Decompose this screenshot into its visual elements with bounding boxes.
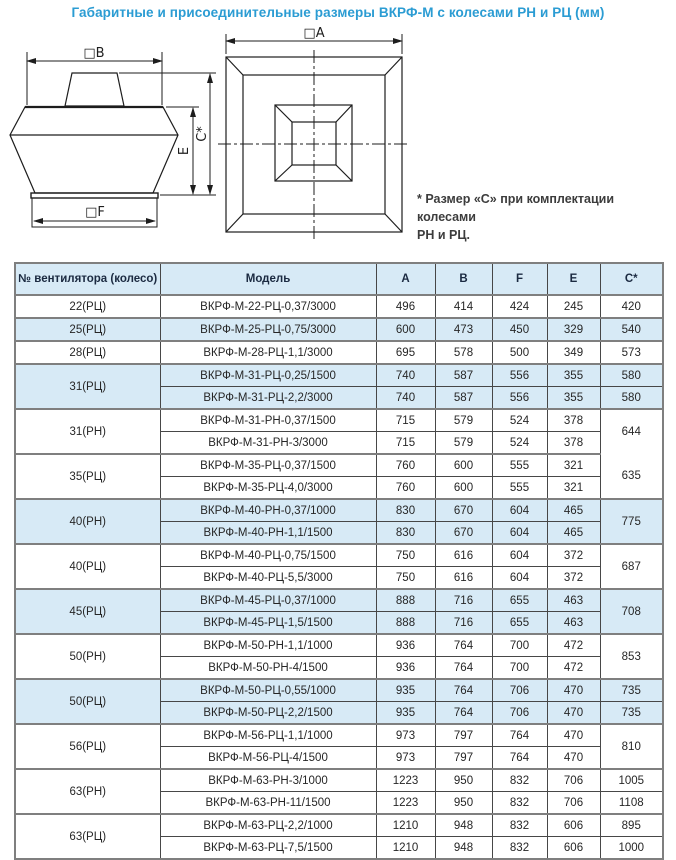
model-cell: ВКРФ-М-40-РЦ-5,5/3000 xyxy=(160,567,376,590)
dim-label-a: □A xyxy=(303,26,325,41)
dim-e-cell: 372 xyxy=(547,544,600,567)
dim-e-cell: 470 xyxy=(547,702,600,725)
dim-a-cell: 740 xyxy=(376,364,435,387)
dim-f-cell: 555 xyxy=(492,477,547,500)
dim-a-cell: 750 xyxy=(376,544,435,567)
dim-b-cell: 716 xyxy=(435,612,492,635)
top-view-drawing xyxy=(218,34,410,240)
dim-c-cell: 853 xyxy=(600,634,663,679)
dim-b-cell: 797 xyxy=(435,724,492,747)
fan-flange-shape xyxy=(31,193,158,198)
fan-number-cell: 22(РЦ) xyxy=(15,295,160,318)
dim-e-cell: 465 xyxy=(547,499,600,522)
dim-c-cell: 810 xyxy=(600,724,663,769)
model-cell: ВКРФ-М-35-РЦ-0,37/1500 xyxy=(160,454,376,477)
dim-f-cell: 832 xyxy=(492,792,547,815)
dim-e-cell: 472 xyxy=(547,634,600,657)
dim-f-cell: 706 xyxy=(492,702,547,725)
fan-number-cell: 40(РН) xyxy=(15,499,160,544)
dim-c-cell: 708 xyxy=(600,589,663,634)
dim-c-cell: 540 xyxy=(600,318,663,341)
dim-c-cell: 420 xyxy=(600,295,663,318)
dim-e-cell: 378 xyxy=(547,432,600,455)
dim-e-cell: 355 xyxy=(547,364,600,387)
dim-b-cell: 587 xyxy=(435,364,492,387)
dim-f-cell: 706 xyxy=(492,679,547,702)
model-cell: ВКРФ-М-50-РЦ-2,2/1500 xyxy=(160,702,376,725)
dim-c-cell: 1000 xyxy=(600,837,663,860)
fan-number-cell: 40(РЦ) xyxy=(15,544,160,589)
fan-number-cell: 56(РЦ) xyxy=(15,724,160,769)
dim-e-cell: 472 xyxy=(547,657,600,680)
dim-e-cell: 245 xyxy=(547,295,600,318)
fan-number-cell: 31(РН) xyxy=(15,409,160,454)
dim-e-cell: 706 xyxy=(547,769,600,792)
dim-c-cell: 573 xyxy=(600,341,663,364)
dim-a-cell: 760 xyxy=(376,477,435,500)
page-title: Габаритные и присоединительные размеры ВКРФ-М с колесами РН и РЦ (мм) xyxy=(71,5,605,20)
dim-c-cell: 644 xyxy=(600,409,663,454)
dim-e-cell: 606 xyxy=(547,814,600,837)
col-header-f: F xyxy=(492,263,547,295)
table-row xyxy=(15,724,663,747)
fan-number-cell: 50(РЦ) xyxy=(15,679,160,724)
col-header-model: Модель xyxy=(160,263,376,295)
dim-a-cell: 715 xyxy=(376,432,435,455)
dim-e-cell: 470 xyxy=(547,747,600,770)
dim-a-cell: 936 xyxy=(376,657,435,680)
dim-f-cell: 764 xyxy=(492,724,547,747)
model-cell: ВКРФ-М-35-РЦ-4,0/3000 xyxy=(160,477,376,500)
dim-b-cell: 414 xyxy=(435,295,492,318)
table-row xyxy=(15,364,663,387)
dim-e-cell: 378 xyxy=(547,409,600,432)
dim-c-cell: 775 xyxy=(600,499,663,544)
model-cell: ВКРФ-М-63-РЦ-7,5/1500 xyxy=(160,837,376,860)
model-cell: ВКРФ-М-63-РЦ-2,2/1000 xyxy=(160,814,376,837)
dim-f-cell: 424 xyxy=(492,295,547,318)
model-cell: ВКРФ-М-63-РН-3/1000 xyxy=(160,769,376,792)
dim-c-cell: 580 xyxy=(600,387,663,410)
dim-b-cell: 616 xyxy=(435,567,492,590)
dim-a-cell: 936 xyxy=(376,634,435,657)
dim-a-cell: 935 xyxy=(376,702,435,725)
model-cell: ВКРФ-М-31-РЦ-2,2/3000 xyxy=(160,387,376,410)
dim-a-cell: 715 xyxy=(376,409,435,432)
model-cell: ВКРФ-М-31-РН-0,37/1500 xyxy=(160,409,376,432)
dim-b-cell: 797 xyxy=(435,747,492,770)
dim-a-cell: 496 xyxy=(376,295,435,318)
dim-a-cell: 750 xyxy=(376,567,435,590)
dim-e-cell: 329 xyxy=(547,318,600,341)
dim-e-cell: 355 xyxy=(547,387,600,410)
table-row xyxy=(15,454,663,477)
dim-b-cell: 670 xyxy=(435,522,492,545)
side-view-drawing xyxy=(10,52,216,227)
dim-a-cell: 1210 xyxy=(376,837,435,860)
dim-f-cell: 700 xyxy=(492,634,547,657)
table-row xyxy=(15,318,663,341)
dim-b-cell: 587 xyxy=(435,387,492,410)
dim-f-cell: 832 xyxy=(492,769,547,792)
dim-a-cell: 740 xyxy=(376,387,435,410)
fan-number-cell: 35(РЦ) xyxy=(15,454,160,499)
dim-f-cell: 764 xyxy=(492,747,547,770)
dim-c-cell: 580 xyxy=(600,364,663,387)
dim-a-cell: 830 xyxy=(376,522,435,545)
dim-b-cell: 600 xyxy=(435,454,492,477)
dim-label-e: E xyxy=(177,146,192,156)
dim-c-cell: 1108 xyxy=(600,792,663,815)
dim-e-cell: 470 xyxy=(547,679,600,702)
dim-b-cell: 764 xyxy=(435,679,492,702)
table-row xyxy=(15,341,663,364)
dim-b-cell: 948 xyxy=(435,814,492,837)
col-header-b: B xyxy=(435,263,492,295)
dim-e-cell: 349 xyxy=(547,341,600,364)
model-cell: ВКРФ-М-50-РЦ-0,55/1000 xyxy=(160,679,376,702)
dim-e-cell: 321 xyxy=(547,454,600,477)
model-cell: ВКРФ-М-50-РН-4/1500 xyxy=(160,657,376,680)
dim-b-cell: 578 xyxy=(435,341,492,364)
fan-body-shape xyxy=(10,107,178,193)
dim-a-cell: 973 xyxy=(376,724,435,747)
dim-b-cell: 764 xyxy=(435,657,492,680)
model-cell: ВКРФ-М-40-РН-0,37/1000 xyxy=(160,499,376,522)
dim-label-c-side: C* xyxy=(195,126,210,142)
dim-e-cell: 465 xyxy=(547,522,600,545)
dim-f-cell: 700 xyxy=(492,657,547,680)
dim-c-cell: 1005 xyxy=(600,769,663,792)
dimensions-table xyxy=(14,262,664,860)
fan-number-cell: 31(РЦ) xyxy=(15,364,160,409)
model-cell: ВКРФ-М-50-РН-1,1/1000 xyxy=(160,634,376,657)
model-cell: ВКРФ-М-40-РЦ-0,75/1500 xyxy=(160,544,376,567)
dim-f-cell: 604 xyxy=(492,567,547,590)
dim-f-cell: 555 xyxy=(492,454,547,477)
col-header-c: C* xyxy=(600,263,663,295)
table-row xyxy=(15,499,663,522)
table-row xyxy=(15,679,663,702)
dim-b-cell: 600 xyxy=(435,477,492,500)
dim-b-cell: 950 xyxy=(435,769,492,792)
model-cell: ВКРФ-М-28-РЦ-1,1/3000 xyxy=(160,341,376,364)
dim-f-cell: 655 xyxy=(492,589,547,612)
dim-e-cell: 706 xyxy=(547,792,600,815)
fan-number-cell: 63(РН) xyxy=(15,769,160,814)
dim-c-cell: 687 xyxy=(600,544,663,589)
dim-b-cell: 670 xyxy=(435,499,492,522)
fan-cap-shape xyxy=(65,73,124,106)
table-row xyxy=(15,634,663,657)
model-cell: ВКРФ-М-22-РЦ-0,37/3000 xyxy=(160,295,376,318)
dim-f-cell: 556 xyxy=(492,364,547,387)
footnote-line-2: РН и РЦ. xyxy=(417,228,470,242)
dim-e-cell: 470 xyxy=(547,724,600,747)
dim-e-cell: 463 xyxy=(547,612,600,635)
table-row xyxy=(15,409,663,432)
dim-b-cell: 616 xyxy=(435,544,492,567)
model-cell: ВКРФ-М-56-РЦ-4/1500 xyxy=(160,747,376,770)
dim-c-cell: 895 xyxy=(600,814,663,837)
dim-a-cell: 973 xyxy=(376,747,435,770)
model-cell: ВКРФ-М-45-РЦ-0,37/1000 xyxy=(160,589,376,612)
dim-f-cell: 832 xyxy=(492,837,547,860)
dim-b-cell: 473 xyxy=(435,318,492,341)
fan-number-cell: 63(РЦ) xyxy=(15,814,160,859)
footnote-line-1: * Размер «С» при комплектации колесами xyxy=(417,192,615,224)
dim-a-cell: 888 xyxy=(376,589,435,612)
col-header-fan-number: № вентилятора (колесо) xyxy=(15,263,160,295)
dim-e-cell: 321 xyxy=(547,477,600,500)
fan-number-cell: 50(РН) xyxy=(15,634,160,679)
dim-label-b: □B xyxy=(83,46,105,61)
dim-b-cell: 948 xyxy=(435,837,492,860)
dim-a-cell: 600 xyxy=(376,318,435,341)
dim-a-cell: 1223 xyxy=(376,769,435,792)
table-row xyxy=(15,295,663,318)
fan-number-cell: 28(РЦ) xyxy=(15,341,160,364)
dim-c-cell: 735 xyxy=(600,702,663,725)
dim-a-cell: 695 xyxy=(376,341,435,364)
dim-a-cell: 935 xyxy=(376,679,435,702)
table-row xyxy=(15,814,663,837)
dim-c-cell: 735 xyxy=(600,679,663,702)
dim-a-cell: 888 xyxy=(376,612,435,635)
dim-f-cell: 524 xyxy=(492,409,547,432)
dim-b-cell: 764 xyxy=(435,634,492,657)
col-header-e: E xyxy=(547,263,600,295)
model-cell: ВКРФ-М-31-РН-3/3000 xyxy=(160,432,376,455)
dim-f-cell: 450 xyxy=(492,318,547,341)
dim-a-cell: 760 xyxy=(376,454,435,477)
dim-label-f: □F xyxy=(85,205,105,220)
table-row xyxy=(15,544,663,567)
dim-f-cell: 655 xyxy=(492,612,547,635)
dim-f-cell: 604 xyxy=(492,522,547,545)
footnote-size-c xyxy=(417,190,667,244)
col-header-a: A xyxy=(376,263,435,295)
model-cell: ВКРФ-М-56-РЦ-1,1/1000 xyxy=(160,724,376,747)
dim-b-cell: 716 xyxy=(435,589,492,612)
dim-b-cell: 950 xyxy=(435,792,492,815)
fan-table-body xyxy=(15,295,663,859)
dim-f-cell: 556 xyxy=(492,387,547,410)
dim-b-cell: 764 xyxy=(435,702,492,725)
dim-e-cell: 606 xyxy=(547,837,600,860)
fan-number-cell: 45(РЦ) xyxy=(15,589,160,634)
dim-b-cell: 579 xyxy=(435,432,492,455)
dim-e-cell: 463 xyxy=(547,589,600,612)
dim-b-cell: 579 xyxy=(435,409,492,432)
dim-f-cell: 832 xyxy=(492,814,547,837)
table-row xyxy=(15,769,663,792)
model-cell: ВКРФ-М-45-РЦ-1,5/1500 xyxy=(160,612,376,635)
dim-c-cell: 635 xyxy=(600,454,663,499)
dim-a-cell: 1210 xyxy=(376,814,435,837)
model-cell: ВКРФ-М-40-РН-1,1/1500 xyxy=(160,522,376,545)
model-cell: ВКРФ-М-63-РН-11/1500 xyxy=(160,792,376,815)
dim-f-cell: 604 xyxy=(492,499,547,522)
dim-f-cell: 500 xyxy=(492,341,547,364)
table-row xyxy=(15,589,663,612)
dim-f-cell: 604 xyxy=(492,544,547,567)
dim-a-cell: 1223 xyxy=(376,792,435,815)
model-cell: ВКРФ-М-25-РЦ-0,75/3000 xyxy=(160,318,376,341)
dim-a-cell: 830 xyxy=(376,499,435,522)
dim-e-cell: 372 xyxy=(547,567,600,590)
fan-number-cell: 25(РЦ) xyxy=(15,318,160,341)
dim-f-cell: 524 xyxy=(492,432,547,455)
table-header-row xyxy=(15,263,663,295)
model-cell: ВКРФ-М-31-РЦ-0,25/1500 xyxy=(160,364,376,387)
